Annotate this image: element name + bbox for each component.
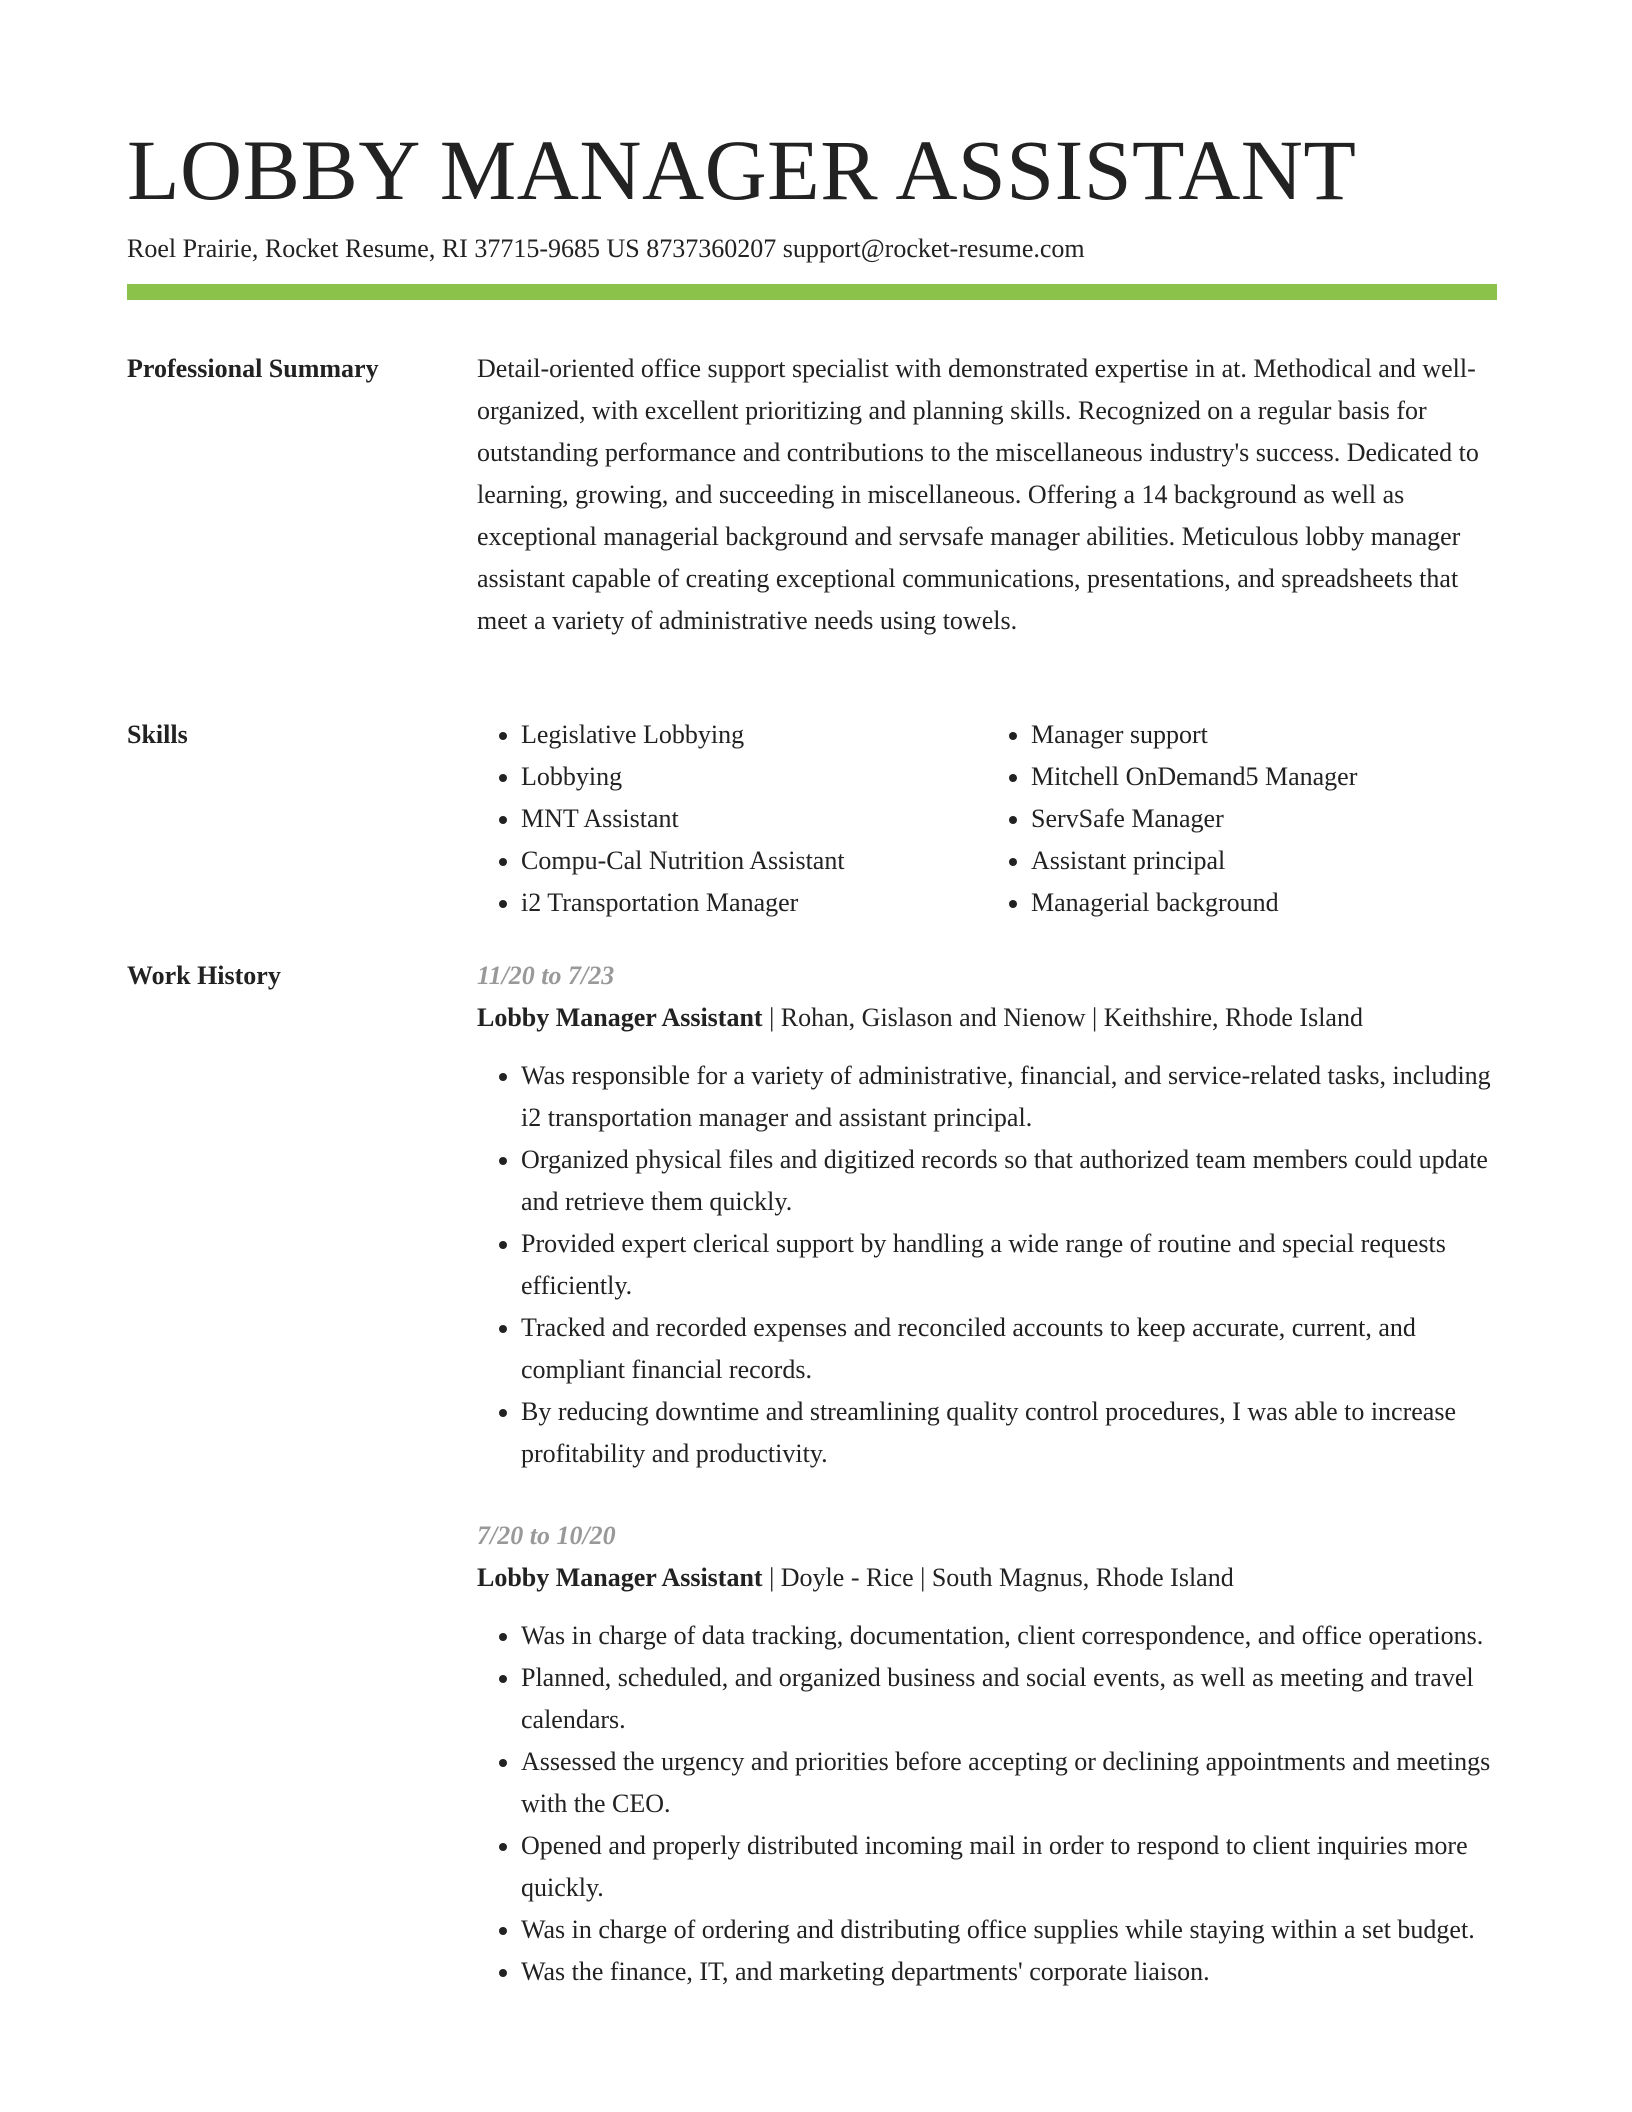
skills-list-right [987,714,1497,924]
job-bullet: • Provided expert clerical support by handling a wide range of routine and special requests efficiently. [521,1223,1497,1307]
skill-item: • Mitchell OnDemand5 Manager [1031,756,1497,798]
job-bullet: • Tracked and recorded expenses and reconciled accounts to keep accurate, current, and compliant financial records. [521,1307,1497,1391]
job-entry [477,955,1497,1475]
job-bullet: • Was in charge of data tracking, documentation, client correspondence, and office operations. [521,1615,1497,1657]
skill-item: • Lobbying [521,756,987,798]
job-dates: 11/20 to 7/23 [477,961,615,990]
job-heading [477,997,1497,1039]
job-bullet: • Was responsible for a variety of administrative, financial, and service-related tasks, including i2 transportation manager and assistant principal. [521,1055,1497,1139]
skill-item: • MNT Assistant [521,798,987,840]
resume-header [127,120,1497,266]
skill-item: • Legislative Lobbying [521,714,987,756]
skills-grid [477,714,1497,924]
section-title: Skills [127,720,188,749]
job-bullet: • Assessed the urgency and priorities before accepting or declining appointments and meetings with the CEO. [521,1741,1497,1825]
skills-list-left [477,714,987,924]
section-title: Work History [127,961,281,990]
summary-text: Detail-oriented office support specialist with demonstrated expertise in at. Methodical and well-organized, with excellent prioritizing and planning skills. Recognized on a regular basis for outstanding performance and contributions to the miscellaneous industry's success. Dedicated to learning, growing, and succeeding in miscellaneous. Offering a 14 background as well as exceptional managerial background and servsafe manager abilities. Meticulous lobby manager assistant capable of creating exceptional communications, presentations, and spreadsheets that meet a variety of administrative needs using towels. [477,354,1479,635]
job-bullets [477,1615,1497,1993]
job-bullet: • Was the finance, IT, and marketing departments' corporate liaison. [521,1951,1497,1993]
job-bullet: • By reducing downtime and streamlining quality control procedures, I was able to increase profitability and productivity. [521,1391,1497,1475]
skill-item: • Managerial background [1031,882,1497,924]
job-entry [477,1515,1497,1993]
section-body [477,955,1497,1993]
applicant-name: LOBBY MANAGER ASSISTANT [127,122,1357,218]
job-bullets [477,1055,1497,1475]
job-bullet: • Organized physical files and digitized records so that authorized team members could update and retrieve them quickly. [521,1139,1497,1223]
job-bullet: • Was in charge of ordering and distributing office supplies while staying within a set budget. [521,1909,1497,1951]
skill-item: • ServSafe Manager [1031,798,1497,840]
job-title: Lobby Manager Assistant [477,1563,763,1592]
section-body [477,348,1497,642]
job-bullet: • Planned, scheduled, and organized business and social events, as well as meeting and travel calendars. [521,1657,1497,1741]
skill-item: • Manager support [1031,714,1497,756]
skill-item: • Assistant principal [1031,840,1497,882]
contact-info: Roel Prairie, Rocket Resume, RI 37715-9685 US 8737360207 support@rocket-resume.com [127,234,1085,263]
skill-item: • Compu-Cal Nutrition Assistant [521,840,987,882]
skill-item: • i2 Transportation Manager [521,882,987,924]
job-heading [477,1557,1497,1599]
job-employer-location: | Doyle - Rice | South Magnus, Rhode Island [762,1563,1234,1592]
header-divider [127,284,1497,300]
section-title: Professional Summary [127,354,379,383]
job-dates: 7/20 to 10/20 [477,1521,616,1550]
job-title: Lobby Manager Assistant [477,1003,763,1032]
job-bullet: • Opened and properly distributed incoming mail in order to respond to client inquiries more quickly. [521,1825,1497,1909]
job-employer-location: | Rohan, Gislason and Nienow | Keithshire, Rhode Island [762,1003,1363,1032]
